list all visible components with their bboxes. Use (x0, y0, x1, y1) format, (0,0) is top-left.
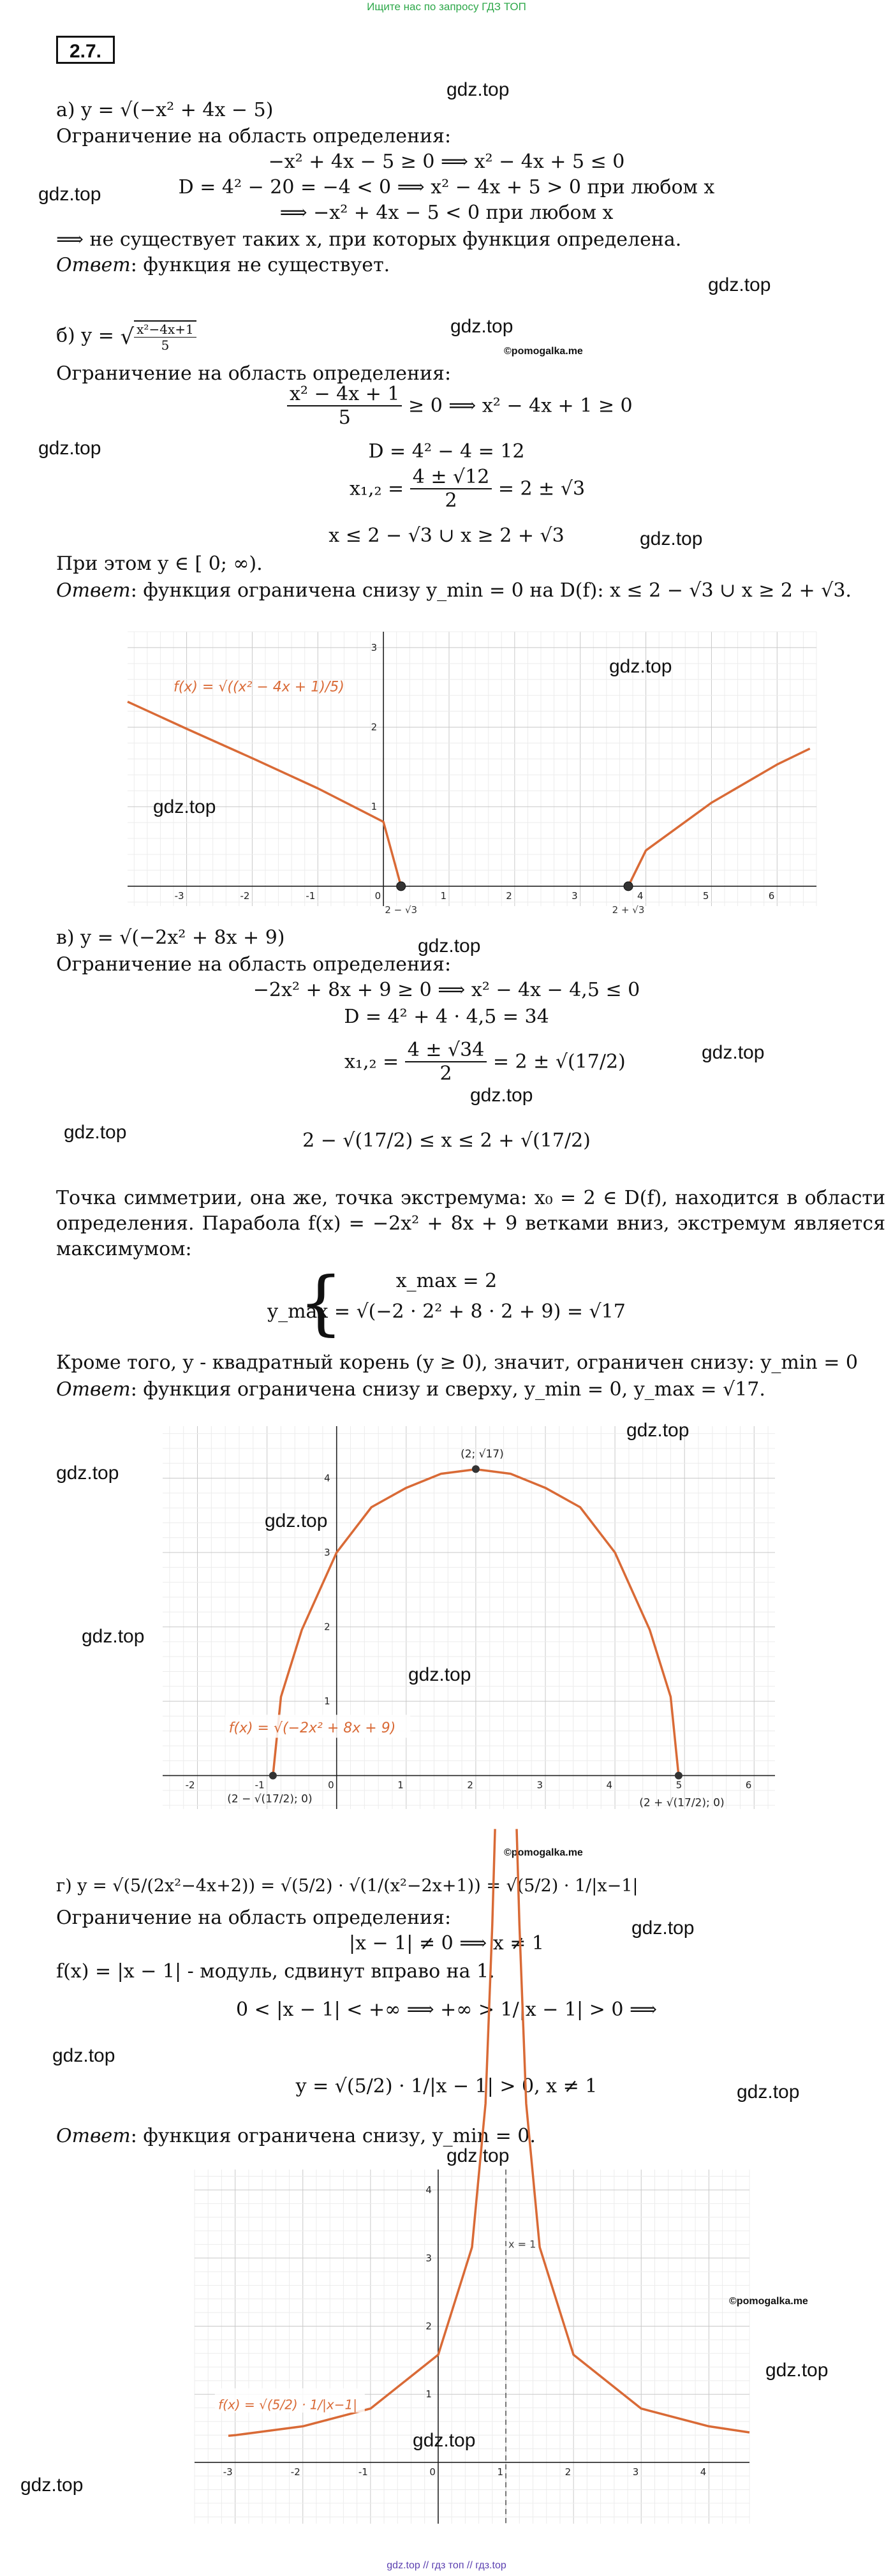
watermark-gdz: gdz.top (38, 438, 101, 459)
answer-label: Ответ (56, 254, 131, 276)
x-tick-label: -3 (174, 890, 184, 902)
part-b-discriminant: D = 4² − 4 = 12 (368, 440, 525, 463)
max-label: (2; √17) (461, 1448, 504, 1461)
chart-d (195, 2170, 749, 2524)
watermark-gdz: gdz.top (64, 1122, 127, 1143)
frac-num: x²−4x+1 (134, 322, 196, 338)
watermark-gdz: gdz.top (447, 2145, 510, 2166)
part-b-solution: x ≤ 2 − √3 ∪ x ≥ 2 + √3 (328, 525, 565, 547)
watermark-gdz: gdz.top (52, 2045, 115, 2066)
part-a-line1: −x² + 4x − 5 ≥ 0 ⟹ x² − 4x + 5 ≤ 0 (268, 151, 625, 173)
part-b-roots (350, 466, 585, 512)
left-root-point (269, 1772, 277, 1780)
part-c-sys1: x_max = 2 (395, 1270, 498, 1292)
y-tick-label: 1 (425, 2388, 432, 2401)
y-tick-label: 2 (324, 1621, 330, 1633)
part-d-line4: y = √(5/2) · 1/|x − 1| > 0, x ≠ 1 (295, 2075, 598, 2097)
answer-text: : функция не существует. (130, 254, 390, 276)
x-tick-label: 3 (632, 2466, 639, 2478)
answer-label: Ответ (56, 1378, 131, 1401)
part-a-conclusion: ⟹ не существует таких x, при которых функция определена. (56, 228, 682, 251)
watermark-gdz: gdz.top (626, 1420, 690, 1441)
part-d-line1: |x − 1| ≠ 0 ⟹ x ≠ 1 (348, 1932, 545, 1954)
x-tick-label: 4 (606, 1779, 613, 1791)
watermark-pomogalka: ©pomogalka.me (504, 346, 583, 357)
x-tick-label: 1 (397, 1779, 404, 1791)
y-tick-label: 3 (371, 641, 378, 653)
right-root-label: (2 + √(17/2); 0) (639, 1796, 725, 1810)
max-point (472, 1465, 480, 1473)
part-a-heading: а) y = √(−x² + 4x − 5) (56, 99, 274, 121)
watermark-gdz: gdz.top (82, 1626, 145, 1647)
watermark-gdz: gdz.top (38, 184, 101, 205)
x-tick-label: -1 (358, 2466, 368, 2478)
part-b-range-note: При этом y ∈ [ 0; ∞). (56, 553, 263, 575)
answer-label: Ответ (56, 2125, 131, 2147)
watermark-pomogalka: ©pomogalka.me (729, 2296, 808, 2307)
watermark-gdz: gdz.top (609, 656, 672, 677)
part-d-line2: f(x) = |x − 1| - модуль, сдвинут вправо на 1. (56, 1960, 495, 1983)
x-tick-label: 6 (768, 890, 775, 902)
answer-text: : функция ограничена снизу y_min = 0 на D(f): x ≤ 2 − √3 ∪ x ≥ 2 + √3. (130, 579, 852, 602)
answer-label: Ответ (56, 579, 131, 602)
watermark-gdz: gdz.top (56, 1463, 119, 1484)
roots-num: 4 ± √34 (405, 1039, 487, 1062)
watermark-gdz: gdz.top (153, 796, 216, 817)
watermark-gdz: gdz.top (265, 1510, 328, 1531)
watermark-gdz: gdz.top (640, 528, 703, 549)
part-a-answer (56, 254, 390, 276)
answer-text: : функция ограничена снизу, y_min = 0. (130, 2125, 536, 2147)
roots-lhs: x₁,₂ = (350, 477, 404, 500)
part-a-line2: D = 4² − 20 = −4 < 0 ⟹ x² − 4x + 5 > 0 при любом x (178, 176, 715, 198)
roots-den: 2 (439, 1062, 452, 1085)
x-tick-label: 3 (536, 1779, 543, 1791)
ineq-den: 5 (338, 406, 351, 429)
x-tick-label: -1 (255, 1779, 265, 1791)
x-tick-label: 5 (702, 890, 709, 902)
function-formula: f(x) = √(5/2) · 1/|x−1| (218, 2397, 357, 2413)
x-tick-label: 0 (374, 890, 381, 902)
right-root-point (675, 1772, 683, 1780)
watermark-gdz: gdz.top (413, 2430, 476, 2451)
part-c-roots (344, 1039, 626, 1085)
root-label: 2 − √3 (385, 904, 418, 916)
part-d-domain-intro: Ограничение на область определения: (56, 1907, 452, 1929)
watermark-gdz: gdz.top (408, 1664, 471, 1685)
watermark-gdz: gdz.top (20, 2475, 84, 2496)
x-tick-label: 1 (440, 890, 447, 902)
watermark-gdz: gdz.top (450, 316, 513, 337)
y-tick-label: 2 (425, 2320, 432, 2332)
x-tick-label: 1 (497, 2466, 504, 2478)
x-tick-label: 0 (429, 2466, 436, 2478)
roots-rhs: = 2 ± √(17/2) (492, 1050, 626, 1073)
chart-c (163, 1426, 775, 1809)
part-c-note: Кроме того, y - квадратный корень (y ≥ 0), значит, ограничен снизу: y_min = 0 (56, 1351, 858, 1374)
part-b-answer (56, 579, 852, 602)
roots-num: 4 ± √12 (410, 466, 492, 489)
x-tick-label: -1 (306, 890, 316, 902)
x-tick-label: 2 (506, 890, 512, 902)
y-tick-label: 4 (425, 2184, 432, 2196)
x-tick-label: -3 (223, 2466, 233, 2478)
y-tick-label: 3 (425, 2252, 432, 2264)
ineq-rest: ≥ 0 ⟹ x² − 4x + 1 ≥ 0 (408, 394, 633, 417)
part-d-answer (56, 2125, 536, 2147)
watermark-gdz: gdz.top (447, 79, 510, 100)
part-b-domain-intro: Ограничение на область определения: (56, 362, 452, 385)
x-tick-label: 6 (745, 1779, 752, 1791)
part-d-line3: 0 < |x − 1| < +∞ ⟹ +∞ > 1/|x − 1| > 0 ⟹ (236, 1999, 657, 2021)
x-tick-label: 0 (328, 1779, 334, 1791)
part-c-heading: в) y = √(−2x² + 8x + 9) (56, 927, 285, 949)
watermark-gdz: gdz.top (708, 274, 771, 295)
function-formula: f(x) = √(−2x² + 8x + 9) (228, 1720, 396, 1736)
x-tick-label: 4 (700, 2466, 707, 2478)
answer-text: : функция ограничена снизу и сверху, y_min = 0, y_max = √17. (130, 1378, 765, 1401)
watermark-gdz: gdz.top (702, 1042, 765, 1063)
part-b-inequality (287, 383, 633, 429)
watermark-gdz: gdz.top (470, 1085, 533, 1106)
roots-lhs: x₁,₂ = (344, 1050, 399, 1073)
x-tick-label: 2 (565, 2466, 572, 2478)
part-c-line1: −2x² + 8x + 9 ≥ 0 ⟹ x² − 4x − 4,5 ≤ 0 (253, 979, 640, 1001)
task-number: 2.7. (56, 36, 115, 64)
heading-prefix: б) y = (56, 324, 114, 347)
root-label: 2 + √3 (612, 904, 645, 916)
y-tick-label: 1 (371, 801, 378, 813)
watermark-gdz: gdz.top (631, 1917, 695, 1939)
x-tick-label: -2 (290, 2466, 300, 2478)
part-c-answer (56, 1378, 765, 1401)
y-tick-label: 2 (371, 721, 378, 733)
part-c-para1: Точка симметрии, она же, точка экстремума: x₀ = 2 ∈ D(f), находится в области определения. Парабола f(x) = −2x² + 8x + 9 ветками вниз, экстремум является максимумом: (56, 1187, 885, 1260)
roots-den: 2 (445, 489, 457, 512)
part-a-domain-intro: Ограничение на область определения: (56, 125, 452, 147)
watermark-gdz: gdz.top (737, 2081, 800, 2103)
x-tick-label: 2 (467, 1779, 473, 1791)
watermark-gdz: gdz.top (418, 935, 481, 957)
part-c-interval: 2 − √(17/2) ≤ x ≤ 2 + √(17/2) (302, 1129, 591, 1152)
asymptote-label: x = 1 (508, 2238, 536, 2251)
root-point (397, 882, 406, 891)
x-tick-label: 3 (572, 890, 578, 902)
part-b-heading: б) y = √ $\frac{\text{x²−4x+1}}{5}$ (56, 320, 196, 353)
footer: gdz.top // гдз топ // гдз.top (387, 2560, 506, 2571)
x-tick-label: -2 (240, 890, 250, 902)
x-tick-label: 4 (637, 890, 644, 902)
part-c-domain-intro: Ограничение на область определения: (56, 953, 452, 976)
ineq-num: x² − 4x + 1 (287, 383, 402, 406)
part-c-line2: D = 4² + 4 · 4,5 = 34 (344, 1006, 549, 1028)
function-formula: f(x) = √((x² − 4x + 1)/5) (173, 679, 344, 696)
watermark-pomogalka: ©pomogalka.me (504, 1847, 583, 1858)
chart-b (128, 632, 816, 916)
root-point (624, 882, 633, 891)
x-tick-label: 5 (675, 1779, 683, 1791)
function-curve (628, 748, 810, 886)
y-tick-label: 4 (324, 1472, 330, 1484)
watermark-gdz: gdz.top (765, 2360, 829, 2381)
system-brace: { (299, 1262, 343, 1343)
top-banner: Ищите нас по запросу ГДЗ ТОП (367, 1, 526, 13)
x-tick-label: -2 (185, 1779, 195, 1791)
roots-rhs: = 2 ± √3 (498, 477, 586, 500)
function-curve (128, 702, 401, 886)
left-root-label: (2 − √(17/2); 0) (227, 1792, 313, 1806)
part-c-sys2: y_max = √(−2 · 2² + 8 · 2 + 9) = √17 (267, 1300, 626, 1323)
part-a-line3: ⟹ −x² + 4x − 5 < 0 при любом x (279, 202, 614, 224)
y-tick-label: 1 (324, 1695, 330, 1708)
frac-den: 5 (161, 338, 170, 353)
part-d-heading: г) y = √(5/(2x²−4x+2)) = √(5/2) · √(1/(x²−2x+1)) = √(5/2) · 1/|x−1| (56, 1876, 638, 1896)
y-tick-label: 3 (324, 1547, 330, 1559)
